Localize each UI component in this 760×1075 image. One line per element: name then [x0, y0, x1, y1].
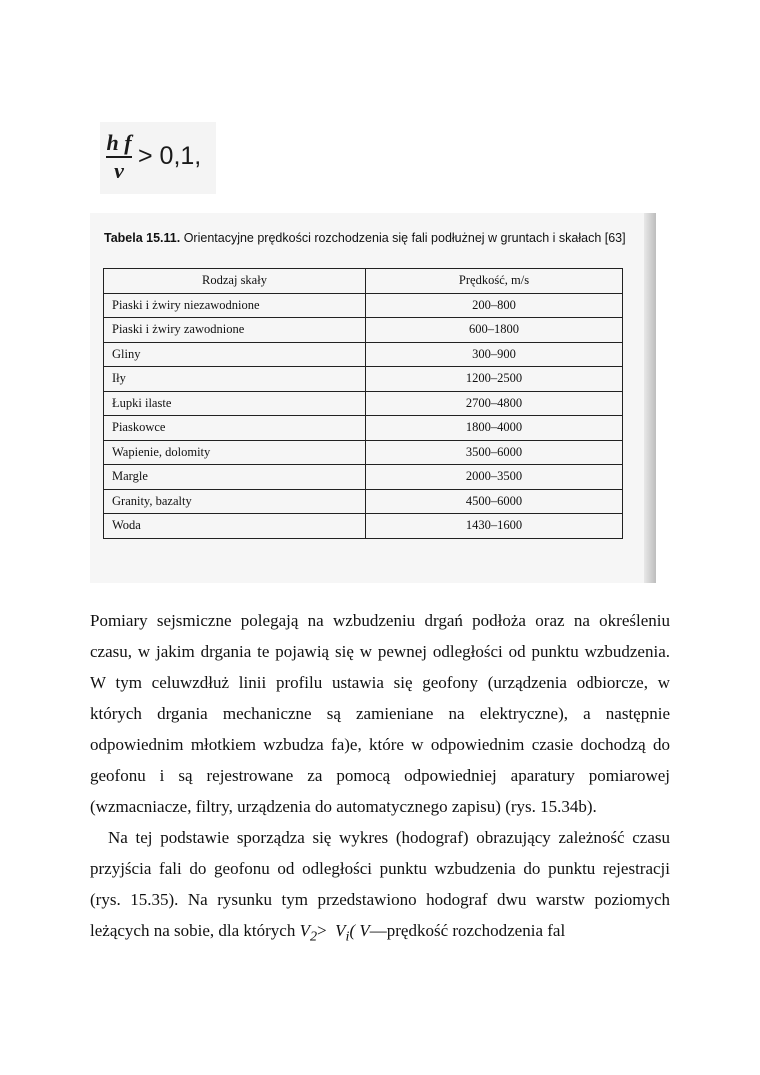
greater-than: >	[317, 921, 327, 940]
velocity-vi: $V_i$	[335, 921, 350, 945]
fraction-denominator: v	[114, 158, 124, 183]
formula-comparison: > 0,1,	[138, 142, 202, 170]
speed-cell: 1430–1600	[366, 514, 623, 539]
velocity-definition-var: ( V	[349, 921, 370, 940]
speed-cell: 1800–4000	[366, 416, 623, 441]
formula-image	[100, 122, 216, 194]
paragraph-1: Pomiary sejsmiczne polegają na wzbudzeniu drgań podłoża oraz na określeniu czasu, w jakim drgania te pojawią się w pewnej odległości od punktu wzbudzenia. W tym celuwzdłuż linii profilu ustawia się geofony (urządzenia odbiorcze, w których drgania mechaniczne są zamieniane na elektryczne), a następnie odpowiednim młotkiem wzbudza fa)e, które w odpowiednim czasie dochodzą do geofonu i są rejestrowane za pomocą odpowiedniej aparatury pomiarowej (wzmacniacze, filtry, urządzenia do automatycznego zapisu) (rys. 15.34b).	[90, 611, 670, 816]
rock-cell: Łupki ilaste	[104, 391, 366, 416]
table-row	[104, 416, 623, 441]
table-header-row	[104, 269, 623, 294]
rock-cell: Wapienie, dolomity	[104, 440, 366, 465]
rock-cell: Piaski i żwiry zawodnione	[104, 318, 366, 343]
table-caption	[104, 230, 634, 247]
rock-cell: Gliny	[104, 342, 366, 367]
speed-cell: 3500–6000	[366, 440, 623, 465]
paragraph-2-start: Na tej podstawie sporządza się wykres (hodograf) obrazujący zależność czasu przyjścia fali do geofonu od odległości punktu wzbudzenia do punktu rejestracji (rys. 15.35). Na rysunku tym przedstawiono hodograf dwu warstw poziomych leżących na sobie, dla których	[90, 828, 670, 940]
speed-cell: 2000–3500	[366, 465, 623, 490]
table-caption-number: Tabela 15.11.	[104, 231, 181, 245]
rock-speed-table	[103, 268, 623, 539]
table-row	[104, 318, 623, 343]
table-row	[104, 367, 623, 392]
paragraph-2	[90, 822, 670, 952]
rock-cell: Margle	[104, 465, 366, 490]
speed-cell: 200–800	[366, 293, 623, 318]
table-row	[104, 489, 623, 514]
paragraph-2-end: —prędkość rozchodzenia fal	[369, 921, 566, 940]
header-speed: Prędkość, m/s	[366, 269, 623, 294]
table-row	[104, 342, 623, 367]
rock-cell: Woda	[104, 514, 366, 539]
rock-cell: Piaski i żwiry niezawodnione	[104, 293, 366, 318]
velocity-v2: $V_2$	[299, 921, 318, 945]
speed-cell: 1200–2500	[366, 367, 623, 392]
fraction-numerator: h f	[106, 130, 132, 155]
speed-cell: 4500–6000	[366, 489, 623, 514]
speed-cell: 600–1800	[366, 318, 623, 343]
table-row	[104, 293, 623, 318]
scan-page-edge	[644, 213, 656, 583]
table-row	[104, 514, 623, 539]
body-text	[90, 605, 670, 952]
table-caption-text: Orientacyjne prędkości rozchodzenia się fali podłużnej w gruntach i skałach [63]	[183, 231, 626, 245]
table-row	[104, 465, 623, 490]
rock-cell: Iły	[104, 367, 366, 392]
rock-cell: Piaskowce	[104, 416, 366, 441]
rock-cell: Granity, bazalty	[104, 489, 366, 514]
fraction	[106, 132, 132, 182]
speed-cell: 300–900	[366, 342, 623, 367]
speed-cell: 2700–4800	[366, 391, 623, 416]
table-row	[104, 391, 623, 416]
table-row	[104, 440, 623, 465]
header-rock-type: Rodzaj skały	[104, 269, 366, 294]
